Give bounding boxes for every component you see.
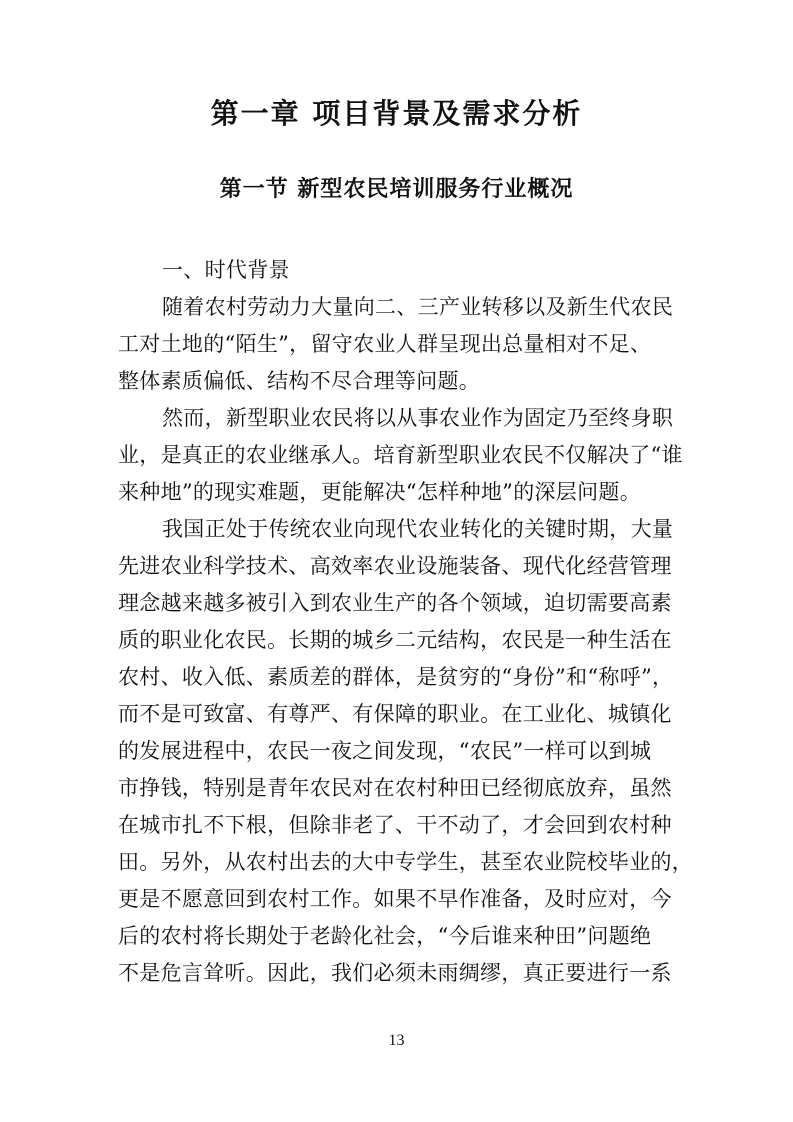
- text-line: 质的职业化农民。长期的城乡二元结构，农民是一种生活在: [118, 628, 672, 652]
- text-line: 理念越来越多被引入到农业生产的各个领域，迫切需要高素: [118, 591, 672, 615]
- text-line: 先进农业科学技术、高效率农业设施装备、现代化经营管理: [118, 554, 672, 578]
- text-line: 农村、收入低、素质差的群体，是贫穷的“身份”和“称呼”，: [118, 665, 674, 689]
- text-line: 后的农村将长期处于老龄化社会，“今后谁来种田”问题绝: [118, 924, 652, 948]
- text-line: 我国正处于传统农业向现代农业转化的关键时期，大量: [162, 517, 674, 541]
- page-number: 13: [388, 1032, 405, 1049]
- text-line: 在城市扎不下根，但除非老了、干不动了，才会回到农村种: [118, 813, 672, 837]
- paragraph-3: [118, 511, 694, 992]
- text-line: 随着农村劳动力大量向二、三产业转移以及新生代农民: [162, 295, 674, 319]
- text-line: 业，是真正的农业继承人。培育新型职业农民不仅解决了“谁: [118, 443, 683, 467]
- text-line: 更是不愿意回到农村工作。如果不早作准备，及时应对，今: [118, 887, 672, 911]
- text-line: 不是危言耸听。因此，我们必须未雨绸缪，真正要进行一系: [118, 961, 672, 985]
- text-line: 工对土地的“陌生”，留守农业人群呈现出总量相对不足、: [118, 332, 652, 356]
- section-title: 第一节 新型农民培训服务行业概况: [219, 177, 574, 202]
- paragraph-2: [118, 400, 683, 511]
- paragraph-1: [118, 289, 678, 400]
- text-line: 的发展进程中，农民一夜之间发现，“农民”一样可以到城: [118, 739, 652, 763]
- body-text: [118, 252, 694, 992]
- text-line: 而不是可致富、有尊严、有保障的职业。在工业化、城镇化: [118, 702, 672, 726]
- text-line: 然而，新型职业农民将以从事农业作为固定乃至终身职: [162, 406, 674, 430]
- chapter-title: 第一章 项目背景及需求分析: [210, 97, 583, 130]
- text-line: 来种地”的现实难题，更能解决“怎样种地”的深层问题。: [118, 480, 642, 504]
- text-line: 田。另外，从农村出去的大中专学生，甚至农业院校毕业的，: [118, 850, 694, 874]
- text-line: 整体素质偏低、结构不尽合理等问题。: [118, 369, 481, 393]
- text-line: 市挣钱，特别是青年农民对在农村种田已经彻底放弃，虽然: [118, 776, 672, 800]
- subheading: 一、时代背景: [162, 258, 290, 282]
